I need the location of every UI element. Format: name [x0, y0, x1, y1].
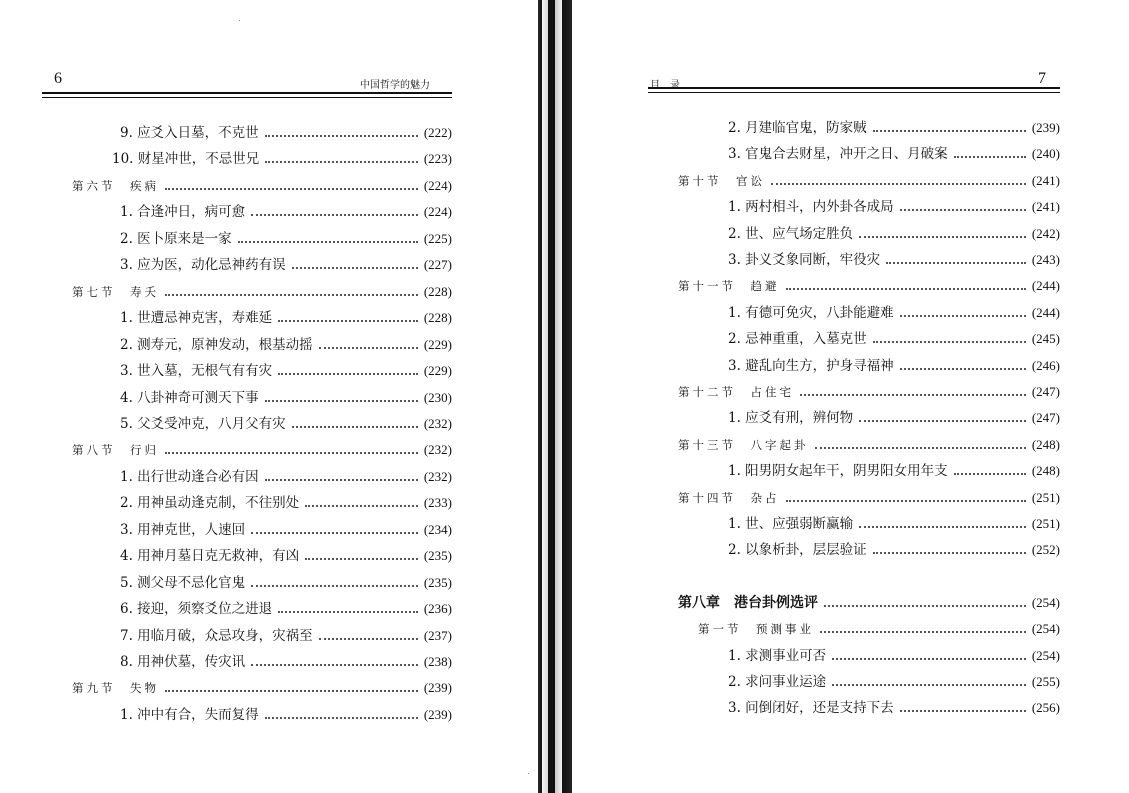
toc-item-entry: [120, 546, 452, 566]
toc-item-entry: [728, 329, 1060, 349]
toc-entry-title: 2. 求问事业运途: [728, 674, 827, 690]
toc-page-number: (232): [423, 468, 452, 484]
toc-page-number: (246): [1031, 357, 1060, 373]
toc-entry-title: 2. 忌神重重，入墓克世: [728, 331, 867, 348]
toc-item-entry: [728, 118, 1060, 138]
dot-leader: [251, 585, 418, 587]
toc-page-number: (239): [1031, 120, 1060, 135]
toc-entry-title: 第八章 港台卦例选评: [678, 594, 818, 611]
toc-section-entry: [678, 435, 1060, 455]
toc-page-number: (254): [1031, 594, 1060, 610]
dot-leader: [900, 710, 1026, 712]
dot-leader: [824, 605, 1026, 607]
page-number: 7: [1038, 70, 1046, 87]
dot-leader: [265, 479, 418, 481]
dot-leader: [278, 611, 418, 613]
dot-leader: [251, 214, 418, 216]
header-rule: [42, 92, 452, 98]
toc-section-entry: [72, 678, 452, 698]
toc-page-number: (232): [423, 442, 452, 458]
toc-page-number: (241): [1031, 199, 1060, 215]
toc-item-entry: [728, 356, 1060, 376]
toc-page-number: (234): [423, 521, 452, 537]
toc-section-entry: [72, 282, 452, 302]
toc-item-entry: [728, 672, 1060, 692]
dot-leader: [165, 690, 418, 692]
toc-item-entry: [120, 652, 452, 672]
dot-leader: [278, 373, 418, 375]
toc-page-number: (247): [1031, 384, 1060, 399]
toc-page-number: (245): [1031, 331, 1060, 347]
toc-item-entry: [728, 461, 1060, 481]
toc-entry-title: 第一节 预测事业: [698, 622, 814, 637]
toc-section-entry: [678, 171, 1060, 191]
dot-leader: [165, 294, 418, 296]
toc-page-number: (229): [423, 336, 452, 352]
toc-entry-title: 1. 应爻有刑，辨何物: [728, 410, 854, 427]
toc-section-entry: [72, 440, 452, 460]
toc-page-number: (227): [423, 257, 452, 273]
toc-page-number: (243): [1031, 252, 1060, 267]
toc-item-entry: [120, 599, 452, 619]
toc-page-number: (240): [1031, 146, 1060, 162]
toc-item-entry: [120, 308, 452, 328]
toc-page-number: (241): [1031, 172, 1060, 188]
book-spine-gutter: [538, 0, 572, 793]
toc-entry-title: 1. 世遭忌神克害，寿难延: [120, 310, 273, 327]
dot-leader: [319, 638, 418, 640]
toc-page-number: (242): [1031, 225, 1060, 241]
dot-leader: [900, 368, 1026, 370]
toc-item-entry: [120, 335, 452, 355]
toc-entry-title: 1. 两村相斗，内外卦各成局: [728, 199, 894, 216]
toc-entry-title: 3. 世入墓，无根气有有灾: [120, 363, 273, 380]
dot-leader: [292, 426, 418, 428]
toc-entry-title: 1. 世、应强弱断赢输: [728, 516, 854, 532]
toc-entry-title: 第七节 寿夭: [72, 284, 159, 299]
toc-item-entry: [120, 626, 452, 646]
dot-leader: [265, 135, 418, 137]
dot-leader: [238, 241, 418, 243]
header-rule: [648, 87, 1060, 93]
toc-page-number: (223): [423, 151, 452, 167]
left-page: [0, 0, 538, 793]
toc-page-number: (238): [423, 654, 452, 669]
dot-leader: [900, 209, 1026, 211]
dot-leader: [786, 500, 1026, 502]
dot-leader: [815, 447, 1026, 449]
dot-leader: [954, 156, 1026, 158]
toc-entry-title: 第十节 官讼: [678, 173, 765, 188]
toc-page-number: (256): [1031, 700, 1060, 716]
toc-page-number: (235): [423, 548, 452, 564]
toc-item-entry: [728, 224, 1060, 244]
toc-entry-title: 2. 月建临官鬼，防家贼: [728, 120, 867, 136]
dot-leader: [873, 130, 1026, 132]
toc-page-number: (230): [423, 389, 452, 405]
dot-leader: [859, 526, 1026, 528]
toc-entry-title: 3. 卦义爻象同断，牢役灾: [728, 252, 881, 268]
toc-item-entry: [120, 414, 452, 434]
toc-page-number: (233): [423, 495, 452, 511]
toc-page-number: (251): [1031, 489, 1060, 505]
toc-page-number: (248): [1031, 436, 1060, 452]
toc-entry-title: 5. 测父母不忌化官鬼: [120, 574, 246, 591]
dot-leader: [292, 267, 418, 269]
dot-leader: [954, 473, 1026, 475]
dot-leader: [278, 320, 418, 322]
toc-page-number: (235): [423, 574, 452, 590]
toc-item-entry: [120, 202, 452, 222]
toc-item-entry: [120, 573, 452, 593]
toc-page-number: (254): [1031, 647, 1060, 663]
toc-page-number: (239): [423, 706, 452, 722]
dot-leader: [832, 658, 1026, 660]
running-head: 目 录: [650, 80, 680, 91]
toc-item-entry: [728, 197, 1060, 217]
dot-leader: [886, 262, 1026, 264]
dot-leader: [251, 532, 418, 534]
dot-leader: [859, 236, 1026, 238]
toc-item-entry: [120, 467, 452, 487]
toc-page-number: (254): [1031, 621, 1060, 637]
toc-item-entry: [728, 698, 1060, 718]
toc-item-entry: [728, 408, 1060, 428]
dot-leader: [873, 552, 1026, 554]
toc-entry-title: 4. 用神月墓日克无救神，有凶: [120, 548, 300, 565]
toc-page-number: (247): [1031, 410, 1060, 426]
toc-section-entry: [72, 176, 452, 196]
toc-entry-title: 9. 应爻入日墓，不克世: [120, 125, 259, 141]
toc-page-number: (222): [423, 125, 452, 140]
toc-entry-title: 1. 冲中有合，失而复得: [120, 706, 259, 723]
dot-leader: [265, 400, 418, 402]
toc-page-number: (248): [1031, 463, 1060, 479]
toc-item-entry: [728, 646, 1060, 666]
toc-entry-title: 6. 接迎，须察爻位之进退: [120, 601, 273, 618]
dot-leader: [165, 188, 418, 190]
toc-entry-title: 第十一节 趋避: [678, 279, 780, 294]
toc-item-entry: [120, 255, 452, 275]
dot-leader: [265, 161, 418, 163]
toc-section-entry: [698, 619, 1060, 639]
toc-entry-title: 1. 求测事业可否: [728, 647, 827, 664]
toc-item-entry: [120, 493, 452, 513]
toc-entry-title: 3. 问倒闭好，还是支持下去: [728, 700, 894, 717]
toc-entry-title: 1. 出行世动逢合必有因: [120, 468, 259, 485]
toc-entry-title: 3. 避乱向生方，护身寻福神: [728, 357, 894, 374]
dot-leader: [305, 505, 418, 507]
dot-leader: [786, 288, 1026, 290]
dot-leader: [859, 420, 1026, 422]
dot-leader: [165, 452, 418, 454]
toc-chapter-entry: [678, 593, 1060, 613]
toc-item-entry: [728, 540, 1060, 560]
toc-entry-title: 2. 世、应气场定胜负: [728, 225, 854, 242]
dot-leader: [820, 631, 1026, 633]
toc-page-number: (229): [423, 363, 452, 379]
toc-entry-title: 3. 用神克世，人速回: [120, 521, 246, 538]
toc-entry-title: 1. 合逢冲日，病可愈: [120, 204, 246, 221]
toc-item-entry: [728, 303, 1060, 323]
page-number: 6: [54, 70, 62, 87]
toc-page-number: (239): [423, 680, 452, 696]
toc-page-number: (236): [423, 601, 452, 617]
toc-entry-title: 1. 阳男阴女起年干，阴男阳女用年支: [728, 463, 948, 480]
running-head: 中国哲学的魅力: [360, 80, 430, 91]
toc-entry-title: 10. 财星冲世，不忌世兄: [112, 151, 260, 168]
dot-leader: [319, 347, 418, 349]
toc-entry-title: 1. 有德可免灾，八卦能避难: [728, 304, 894, 321]
right-page: [572, 0, 1129, 793]
toc-page-number: (224): [423, 177, 452, 193]
toc-section-entry: [678, 382, 1060, 402]
toc-entry-title: 第十三节 八字起卦: [678, 437, 809, 452]
scan-speck: [239, 20, 240, 21]
toc-page-number: (237): [423, 627, 452, 643]
toc-item-entry: [120, 229, 452, 249]
toc-item-entry: [120, 520, 452, 540]
toc-entry-title: 5. 父爻受冲克，八月父有灾: [120, 415, 286, 432]
dot-leader: [800, 394, 1026, 396]
toc-entry-title: 第六节 疾病: [72, 178, 159, 193]
toc-page-number: (255): [1031, 674, 1060, 689]
toc-entry-title: 2. 测寿元，原神发动，根基动摇: [120, 336, 313, 353]
dot-leader: [873, 341, 1026, 343]
toc-entry-title: 第十二节 占住宅: [678, 385, 794, 399]
toc-item-entry: [112, 149, 452, 169]
toc-page-number: (224): [423, 204, 452, 220]
toc-item-entry: [728, 144, 1060, 164]
toc-page-number: (228): [423, 310, 452, 326]
toc-entry-title: 第九节 失物: [72, 681, 159, 696]
toc-entry-title: 2. 以象析卦，层层验证: [728, 542, 867, 559]
toc-entry-title: 第十四节 杂占: [678, 490, 780, 505]
toc-entry-title: 4. 八卦神奇可测天下事: [120, 389, 259, 406]
dot-leader: [251, 664, 418, 666]
toc-entry-title: 第八节 行归: [72, 443, 159, 458]
toc-page-number: (244): [1031, 304, 1060, 320]
toc-entry-title: 7. 用临月破，众忌攻身，灾祸至: [120, 627, 313, 644]
toc-item-entry: [120, 361, 452, 381]
toc-page-number: (244): [1031, 278, 1060, 294]
dot-leader: [832, 684, 1026, 686]
scan-speck: [528, 773, 529, 774]
dot-leader: [771, 183, 1026, 185]
toc-entry-title: 3. 应为医，动化忌神药有误: [120, 257, 286, 274]
toc-item-entry: [728, 250, 1060, 270]
toc-page-number: (225): [423, 230, 452, 246]
toc-page-number: (251): [1031, 516, 1060, 531]
toc-page-number: (232): [423, 415, 452, 431]
toc-entry-title: 2. 医卜原来是一家: [120, 230, 232, 247]
toc-section-entry: [678, 276, 1060, 296]
toc-item-entry: [120, 123, 452, 143]
toc-section-entry: [678, 488, 1060, 508]
toc-item-entry: [120, 705, 452, 725]
toc-item-entry: [120, 388, 452, 408]
dot-leader: [265, 717, 418, 719]
toc-entry-title: 8. 用神伏墓，传灾讯: [120, 654, 246, 670]
dot-leader: [900, 315, 1026, 317]
toc-entry-title: 2. 用神虽动逢克制，不往别处: [120, 495, 300, 512]
toc-page-number: (228): [423, 283, 452, 299]
toc-entry-title: 3. 官鬼合去财星，冲开之日、月破案: [728, 146, 948, 163]
toc-page-number: (252): [1031, 542, 1060, 558]
dot-leader: [305, 558, 418, 560]
toc-item-entry: [728, 514, 1060, 534]
